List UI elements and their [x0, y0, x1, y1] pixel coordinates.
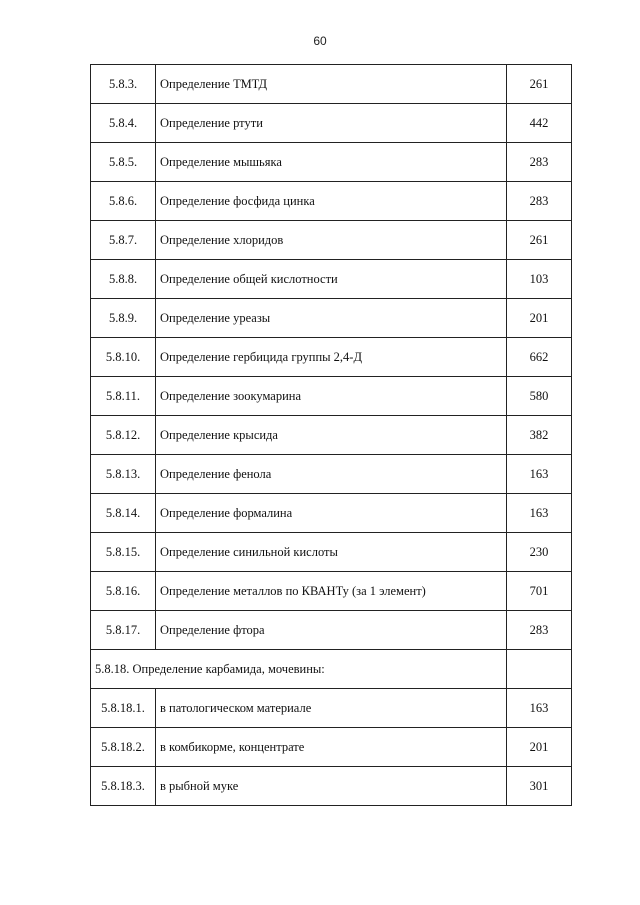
item-price: 163	[507, 455, 572, 494]
item-name: Определение фосфида цинка	[156, 182, 507, 221]
item-number: 5.8.13.	[91, 455, 156, 494]
item-price: 701	[507, 572, 572, 611]
item-price: 230	[507, 533, 572, 572]
item-number: 5.8.6.	[91, 182, 156, 221]
table-row	[91, 65, 572, 104]
item-number: 5.8.9.	[91, 299, 156, 338]
item-name: Определение фтора	[156, 611, 507, 650]
item-name: Определение общей кислотности	[156, 260, 507, 299]
item-price: 201	[507, 299, 572, 338]
table-row	[91, 299, 572, 338]
table-row	[91, 416, 572, 455]
item-price: 662	[507, 338, 572, 377]
item-number: 5.8.18.3.	[91, 767, 156, 806]
item-number: 5.8.4.	[91, 104, 156, 143]
table-row	[91, 611, 572, 650]
table-row	[91, 143, 572, 182]
table-row	[91, 728, 572, 767]
section-header-row	[91, 650, 572, 689]
item-number: 5.8.14.	[91, 494, 156, 533]
page-number: 60	[313, 34, 327, 48]
item-name: Определение зоокумарина	[156, 377, 507, 416]
table-row	[91, 572, 572, 611]
item-name: Определение гербицида группы 2,4-Д	[156, 338, 507, 377]
price-table	[90, 64, 572, 806]
table-row	[91, 104, 572, 143]
section-title: 5.8.18. Определение карбамида, мочевины:	[91, 650, 507, 689]
item-price: 382	[507, 416, 572, 455]
item-number: 5.8.5.	[91, 143, 156, 182]
item-name: Определение мышьяка	[156, 143, 507, 182]
item-price: 103	[507, 260, 572, 299]
item-name: Определение формалина	[156, 494, 507, 533]
item-price: 261	[507, 221, 572, 260]
item-price: 283	[507, 611, 572, 650]
item-number: 5.8.3.	[91, 65, 156, 104]
item-price: 301	[507, 767, 572, 806]
item-number: 5.8.7.	[91, 221, 156, 260]
item-name: в рыбной муке	[156, 767, 507, 806]
item-name: в комбикорме, концентрате	[156, 728, 507, 767]
table-row	[91, 338, 572, 377]
table-row	[91, 533, 572, 572]
table-row	[91, 767, 572, 806]
item-price: 261	[507, 65, 572, 104]
table-row	[91, 494, 572, 533]
item-name: в патологическом материале	[156, 689, 507, 728]
item-number: 5.8.8.	[91, 260, 156, 299]
item-name: Определение крысида	[156, 416, 507, 455]
item-price: 283	[507, 182, 572, 221]
item-name: Определение ТМТД	[156, 65, 507, 104]
item-price: 283	[507, 143, 572, 182]
item-name: Определение ртути	[156, 104, 507, 143]
item-name: Определение хлоридов	[156, 221, 507, 260]
table-row	[91, 260, 572, 299]
item-name: Определение уреазы	[156, 299, 507, 338]
item-price	[507, 650, 572, 689]
item-price: 163	[507, 494, 572, 533]
table-row	[91, 689, 572, 728]
item-number: 5.8.17.	[91, 611, 156, 650]
item-number: 5.8.16.	[91, 572, 156, 611]
table-row	[91, 455, 572, 494]
item-number: 5.8.10.	[91, 338, 156, 377]
item-price: 201	[507, 728, 572, 767]
item-name: Определение металлов по КВАНТу (за 1 элемент)	[156, 572, 507, 611]
table-row	[91, 377, 572, 416]
table-row	[91, 221, 572, 260]
item-price: 580	[507, 377, 572, 416]
item-price: 163	[507, 689, 572, 728]
item-number: 5.8.15.	[91, 533, 156, 572]
item-name: Определение фенола	[156, 455, 507, 494]
item-number: 5.8.18.1.	[91, 689, 156, 728]
item-name: Определение синильной кислоты	[156, 533, 507, 572]
item-number: 5.8.18.2.	[91, 728, 156, 767]
table-row	[91, 182, 572, 221]
table-body	[91, 65, 572, 806]
item-number: 5.8.11.	[91, 377, 156, 416]
item-number: 5.8.12.	[91, 416, 156, 455]
item-price: 442	[507, 104, 572, 143]
